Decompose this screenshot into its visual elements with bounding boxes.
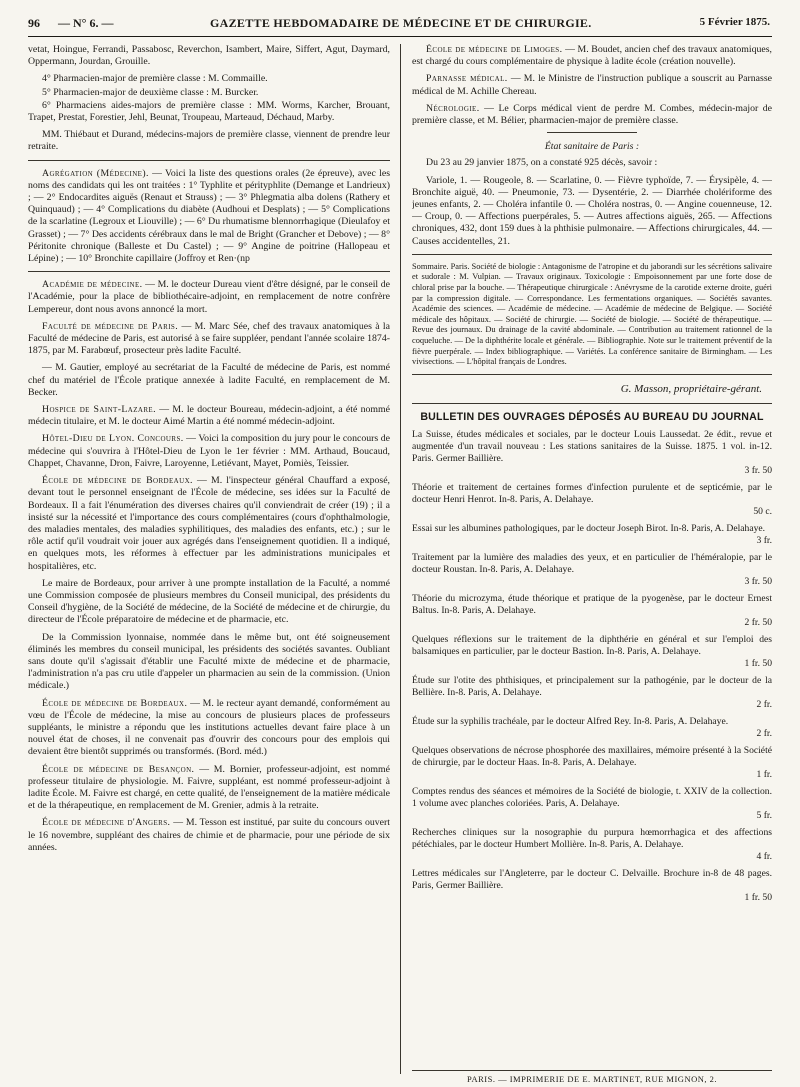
publisher-signature: G. Masson, propriétaire-gérant.	[620, 382, 762, 395]
list-item	[412, 429, 772, 477]
section-divider	[412, 403, 772, 404]
item-body: — M. Boudet, ancien chef des travaux anatomiques, est chargé du cours complémentaire de physique à ladite école (création nouvelle).	[412, 44, 772, 68]
list-item	[412, 716, 772, 740]
paragraph: vetat, Hoingue, Ferrandi, Passabosc, Reverchon, Isambert, Maire, Siffert, Agut, Daymard, Oppermann, Jourdan, Grouille.	[28, 44, 390, 68]
item-heading: Hôtel-Dieu de Lyon. Concours.	[42, 433, 184, 445]
column-rule	[400, 44, 401, 1074]
item-heading: Académie de médecine.	[42, 279, 143, 291]
list-item	[412, 675, 772, 711]
news-item-besancon	[28, 764, 390, 813]
paragraph: MM. Thiébaut et Durand, médecins-majors de première classe, viennent de prendre leur retraite.	[28, 129, 390, 153]
item-body: — Voici la composition du jury pour le concours de médecine qui s'ouvrira à l'Hôtel-Dieu de Lyon le 1er février : MM. Arthaud, Boucaud, Chappet, Chavanne, Dron, Faivre, Laroyenne, Letiévant, Mayet, Pomiès, Teissier.	[28, 433, 390, 469]
section-divider	[412, 254, 772, 255]
item-heading: École de médecine de Bordeaux.	[42, 697, 188, 709]
news-item-parnasse	[412, 73, 772, 97]
book-entry: Traitement par la lumière des maladies des yeux, et en particulier de l'héméralopie, par le docteur Roustan. In-8. Paris, A. Delahaye.	[412, 551, 772, 575]
item-heading: École de médecine de Limoges.	[426, 44, 563, 55]
journal-title: GAZETTE HEBDOMADAIRE DE MÉDECINE ET DE CHIRURGIE.	[210, 16, 592, 30]
book-price: 3 fr. 50	[744, 575, 772, 587]
book-price: 3 fr.	[756, 534, 772, 546]
book-entry: Quelques observations de nécrose phosphorée des maxillaires, mémoire présenté à la Société de chirurgie, par le docteur Haas. In-8. Paris, A. Delahaye.	[412, 744, 772, 768]
book-entry: Étude sur la syphilis trachéale, par le docteur Alfred Rey. In-8. Paris, A. Delahaye.	[412, 715, 729, 727]
item-heading: Faculté de médecine de Paris.	[42, 320, 179, 332]
paragraph: 6° Pharmaciens aides-majors de première classe : MM. Worms, Karcher, Brouant, Trapet, Prestat, Forestier, Jehl, Beunat, Troupeau, Marteaud, Déchaud, Marby.	[28, 99, 390, 124]
list-item	[412, 482, 772, 518]
news-item-limoges	[412, 44, 772, 68]
sommaire: Sommaire. Paris. Société de biologie : Antagonisme de l'atropine et du jaborandi sur les sécrétions salivaire et sudorale : M. Vulpian. — Travaux originaux. Toxicologie : Empoisonnement par une forte dose de chloral prise par la bouche. — Thérapeutique chirurgicale : Anévrysme de la carotide externe droite, guéri par la compression digitale. — Correspondance. Les fermentations organiques. — Sociétés savantes. Académie des sciences. — Académie de médecine. — Académie de médecine de Belgique. — Société médicale des hôpitaux. — Société de chirurgie. — Société de biologie. — Société de thérapeutique. — Revue des journaux. Du drainage de la cavité abdominale. — Contribution au traitement rationnel de la coqueluche. — De la diphthérite locale et générale. — Bibliographie. Note sur le traitement préventif de la fièvre puerpérale. — Index bibliographique. — Variétés. La conférence sanitaire de Birmingham. — Les vivisections. — L'hôpital français de Londres.	[412, 261, 772, 367]
item-body: — M. Bornier, professeur-adjoint, est nommé professeur titulaire de physiologie. M. Faivre, suppléant, est nommé professeur-adjoint à ladite École. M. Faivre est chargé, en cette qualité, de l'enseignement de la matière médicale et de la thérapeutique, en remplacement de M. Grenier, admis à la retraite.	[28, 763, 390, 812]
news-item-angers	[28, 817, 390, 854]
item-body: — Voici la liste des questions orales (2e épreuve), avec les noms des candidats qui les ont traitées : 1° Typhlite et pérityphlite (Demange et Landrieux) ; — 2° Endocardites aiguës (Renaut et Strauss) ; — 3° Phlegmatia alba dolens (Rathery et Quinquaud) ; — 4° Complications du diabète (Audhoui et Desplats) ; — 5° Complications de la scarlatine (Legroux et Liouville) ; — 6° Du rhumatisme blennorrhagique (Dieulafoy et Grasset) ; — 7° Des accidents cérébraux dans le mal de Bright (Grancher et Debove) ; — 8° Péritonite chronique (Balleste et Du Castel) ; — 9° Angine de poitrine (Hallopeau et Lépine) ; — 10° Bronchite capillaire (Joffroy et Ren·(np	[28, 167, 390, 265]
news-item-lyon	[28, 433, 390, 470]
item-heading: École de médecine de Besançon.	[42, 763, 195, 775]
book-price: 5 fr.	[756, 809, 772, 821]
paragraph: De la Commission lyonnaise, nommée dans le même but, ont été soigneusement éliminés les membres du conseil municipal, les présidents des sociétés savantes. Oubliant sans doute qu'il s'agissait d'établir une Faculté mixte de médecine et de pharmacie, l'administration n'a pas cru utile d'appeler un pharmacien au sein de la commission. (Union médicale.)	[28, 631, 390, 692]
book-price: 1 fr. 50	[744, 657, 772, 669]
news-item-necrologie	[412, 103, 772, 127]
section-divider	[28, 160, 390, 161]
news-item-faculte	[28, 321, 390, 358]
list-item	[412, 786, 772, 822]
book-price: 50 c.	[753, 505, 772, 517]
item-body: — Le Corps médical vient de perdre M. Combes, médecin-major de première classe, et M. Bélier, pharmacien-major de première classe.	[412, 102, 772, 127]
book-price: 3 fr. 50	[744, 464, 772, 476]
short-divider	[547, 132, 637, 133]
book-entry: Comptes rendus des séances et mémoires de la Société de biologie, t. XXIV de la collection. 1 volume avec planches coloriées. Paris, A. Delahaye.	[412, 785, 772, 809]
book-price: 4 fr.	[756, 850, 772, 862]
book-price: 2 fr.	[756, 727, 772, 739]
section-divider	[412, 374, 772, 375]
book-entry: Étude sur l'otite des phthisiques, et principalement sur la pathogénie, par le docteur de la Bellière. In-8. Paris, A. Delahaye.	[412, 674, 772, 698]
item-heading: Parnasse médical.	[426, 73, 508, 85]
right-column	[412, 44, 772, 1084]
page-header	[28, 10, 772, 37]
item-body: — M. le recteur ayant demandé, conformément au vœu de l'École de médecine, la mise au concours de plusieurs places de professeurs suppléants, le ministre a répondu que les institutions actuelles devant faire place à un nouvel état de choses, il ne convenait pas d'ouvrir des concours pour des emplois qui devaient être bientôt supprimés ou transformés. (Bord. méd.)	[28, 697, 390, 758]
item-heading: Agrégation (Médecine).	[42, 167, 149, 179]
list-item	[412, 523, 772, 547]
book-list	[412, 429, 772, 904]
list-item	[412, 634, 772, 670]
left-column	[28, 44, 390, 1076]
news-item-bordeaux-2	[28, 698, 390, 759]
book-price: 1 fr.	[756, 768, 772, 780]
page-number: 96	[28, 16, 40, 30]
news-item-gautier: — M. Gautier, employé au secrétariat de la Faculté de médecine de Paris, est nommé chef du matériel de l'École pratique annexée à ladite Faculté, en remplacement de M. Becker.	[28, 362, 390, 398]
item-body: — M. Tesson est institué, par suite du concours ouvert le 16 novembre, suppléant des chaires de chimie et de pharmacie, pour une période de six années.	[28, 817, 390, 853]
item-body: — M. l'inspecteur général Chauffard a exposé, devant tout le personnel enseignant de l'École de médecine, ses idées sur la Faculté de Bordeaux. Il a fait l'énumération des diverses chaires qu'il conviendrait de créer (19) ; il a insisté sur la nécessité et l'importance des cours complémentaires (cours d'ophthalmologie, des maladies mentales, des maladies syphilitiques, des maladies des enfants, etc.) ; sur le rôle actif qu'il voudrait voir jouer aux agrégés dans l'enseignement quotidien. Il a indiqué, en quelques mots, les réformes à effectuer par les administrations municipales et hospitalières, etc.	[28, 475, 390, 572]
book-entry: Recherches cliniques sur la nosographie du purpura hœmorrhagica et des affections pétéchiales, par le docteur Humbert Mollière. In-8. Paris, A. Delahaye.	[412, 826, 772, 850]
list-item	[412, 593, 772, 629]
book-entry: Théorie du microzyma, étude théorique et pratique de la pyogenèse, par le docteur Ernest Baltus. In-8. Paris, A. Delahaye.	[412, 592, 772, 616]
list-item	[412, 868, 772, 904]
printer-imprint: PARIS. — IMPRIMERIE DE E. MARTINET, RUE MIGNON, 2.	[412, 1070, 772, 1084]
issue-number: — N° 6. —	[58, 16, 114, 30]
news-item-academie	[28, 279, 390, 316]
item-body: — M. le docteur Dureau vient d'être désigné, par le conseil de l'Académie, pour la place de bibliothécaire-adjoint, en remplacement de notre confrère Lempereur, dont nous avons annoncé la mort.	[28, 279, 390, 315]
list-item	[412, 552, 772, 588]
item-body: — M. le docteur Boureau, médecin-adjoint, a été nommé médecin titulaire, et M. le docteur Aimé Martin a été nommé médecin-adjoint.	[28, 404, 390, 428]
item-heading: École de médecine de Bordeaux.	[42, 475, 193, 487]
book-entry: Théorie et traitement de certaines formes d'infection purulente et de septicémie, par le docteur Henri Henrot. In-8. Paris, A. Delahaye.	[412, 481, 772, 505]
paragraph: 5° Pharmacien-major de deuxième classe : M. Burcker.	[42, 86, 259, 98]
bulletin-title: BULLETIN DES OUVRAGES DÉPOSÉS AU BUREAU DU JOURNAL	[420, 410, 764, 423]
issue-date: 5 Février 1875.	[699, 16, 770, 28]
list-item	[412, 745, 772, 781]
paragraph: Le maire de Bordeaux, pour arriver à une prompte installation de la Faculté, a nommé une Commission composée de plusieurs membres du Conseil municipal, des présidents du Conseil d'hygiène, de la Société de médecine, de la Société de médecine et de chirurgie, du directeur de l'École préparatoire de médecine et de pharmacie, etc.	[28, 577, 390, 626]
paragraph: 4° Pharmacien-major de première classe : M. Commaille.	[42, 73, 268, 85]
item-heading: École de médecine d'Angers.	[42, 817, 171, 829]
item-body: — M. Marc Sée, chef des travaux anatomiques à la Faculté de médecine de Paris, est autorisé à se faire suppléer, pendant l'année scolaire 1874-1875, par M. Farabœuf, prosecteur près ladite Faculté.	[28, 320, 390, 357]
book-price: 1 fr. 50	[744, 891, 772, 903]
book-price: 2 fr. 50	[744, 616, 772, 628]
list-item	[412, 827, 772, 863]
item-heading: Nécrologie.	[426, 102, 480, 114]
book-entry: Lettres médicales sur l'Angleterre, par le docteur C. Delvaille. Brochure in-8 de 48 pages. Paris, Germer Baillière.	[412, 867, 772, 891]
etat-sanitaire-list: Variole, 1. — Rougeole, 8. — Scarlatine, 0. — Fièvre typhoïde, 7. — Érysipèle, 4. — Bronchite aiguë, 40. — Pneumonie, 73. — Dysentérie, 2. — Diarrhée cholériforme des jeunes enfants, 2. — Choléra infantile 0. — Choléra nostras, 0. — Angine couenneuse, 12. — Croup, 0. — Affections puerpérales, 5. — Autres affections aiguës, 265. — Affections chroniques, 432, dont 159 dues à la phthisie pulmonaire. — Affections chirurgicales, 44. — Causes accidentelles, 21.	[412, 174, 772, 247]
section-divider	[28, 271, 390, 272]
book-entry: La Suisse, études médicales et sociales, par le docteur Louis Laussedat. 2e édit., revue et augmentée d'un travail nouveau : Les stations sanitaires de la Suisse. 1875. 1 vol. in-12. Paris. Germer Baillière.	[412, 428, 772, 464]
item-heading: Hospice de Saint-Lazare.	[42, 404, 156, 416]
item-body: — M. le Ministre de l'instruction publique a souscrit au Parnasse médical de M. Achille Chereau.	[412, 73, 772, 97]
news-item-agregation	[28, 168, 390, 266]
book-entry: Essai sur les albumines pathologiques, par le docteur Joseph Birot. In-8. Paris, A. Delahaye.	[412, 522, 766, 534]
etat-sanitaire-title: État sanitaire de Paris :	[544, 141, 640, 153]
news-item-bordeaux-1	[28, 475, 390, 573]
book-price: 2 fr.	[756, 698, 772, 710]
book-entry: Quelques réflexions sur le traitement de la diphthérie en général et sur l'emploi des balsamiques en particulier, par le docteur Bastion. In-8. Paris, A. Delahaye.	[412, 633, 772, 657]
news-item-saint-lazare	[28, 404, 390, 428]
etat-sanitaire-intro: Du 23 au 29 janvier 1875, on a constaté 925 décès, savoir :	[426, 157, 658, 169]
